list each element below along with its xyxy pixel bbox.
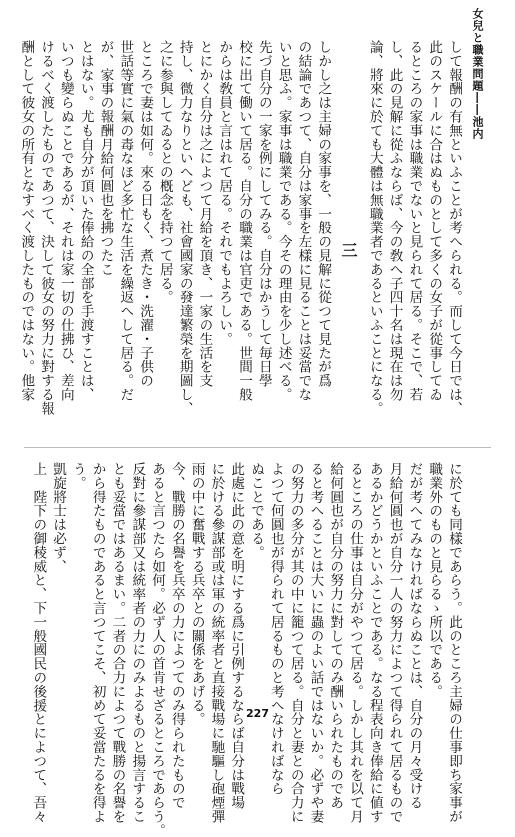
- text-column: 先づ自分の一家を例にしてみる。自分はかうして毎日學: [255, 40, 272, 388]
- text-column: 世話等實に氣の毒なほど多忙な生活を繰返へして居る。だ: [117, 40, 134, 402]
- text-column: 職業外のものと見らるゝ所以である。: [426, 462, 443, 699]
- text-column: ところで妻は如何。來る日もく、煮たき・洗濯・子供の: [137, 40, 154, 388]
- text-column: あるかどうかといふことである。なる程表向き俸給に値す: [366, 462, 383, 824]
- text-column: あると言つたら如何。必ず人の首肯せざるところであらう。: [149, 462, 166, 837]
- text-column: とにかく自分は之によつて月給を頂き、一家の生活を支: [196, 40, 213, 388]
- text-column: からは敎員と言はれて居る。それでもよろしい。: [216, 40, 233, 346]
- text-column: に於ける參謀部或は軍の統率者と直接戰場に馳驅し砲煙彈: [208, 462, 225, 824]
- text-column: の努力の多分が其の中に籠つて居る。自分と妻との合力に: [287, 462, 304, 824]
- top-text-block: [18, 40, 463, 430]
- text-column: し、此の見解に從ふならば、今の敎へ子四十名は現在は勿: [386, 40, 403, 402]
- text-column: に於ても同樣であらう。此のところ主婦の仕事即ち家事が: [446, 462, 462, 824]
- text-column: るところの家事は職業でないと見られて居る。そこで、若: [406, 40, 423, 402]
- text-column: して報酬の有無といふことが考へられる。而して今日では、: [446, 40, 462, 416]
- text-column: から得たものであると言つてこそ、初めて妥當たるを得よ: [89, 462, 106, 824]
- text-column: ぬことである。: [248, 462, 265, 560]
- text-column: 雨の中に奮戰する兵卒との關係をあげる。: [188, 462, 205, 727]
- text-column: 校に出て働いて居る。自分の職業は官吏である。世間一般: [236, 40, 253, 402]
- text-column: 之に参與してゐるとの槪念を持つて居る。: [156, 40, 173, 305]
- text-column: よつて何圓也が得られて居るものと考へなければなら: [267, 462, 284, 796]
- text-column: 論、將來に於ても大體は無職業者であるといふことになる。: [366, 40, 383, 416]
- text-column: 上 陛下の御稜威と、下一般國民の後援とによつて、吾々: [30, 462, 47, 824]
- text-column: いつも變らぬことであるが、それは家一切の仕拂ひ、差向: [57, 40, 74, 402]
- text-column: とも妥當ではあるまい。二者の合力によつて戰勝の名譽を: [109, 462, 126, 824]
- text-column: しかし之は主婦の家事を、一般の見解に從つて見たが爲: [315, 40, 332, 388]
- text-column: とはない。尤も自分が頂いた俸給の全部を手渡すことは、: [77, 40, 94, 402]
- text-column: の結論であつて、自分は家事を左樣に見ることは妥當でな: [295, 40, 312, 402]
- text-column: るところの仕事は自分がやつて居る。しかし其れを以て月: [347, 462, 364, 824]
- page-number: 227: [246, 707, 269, 720]
- running-title: 女兒と職業問題――池内: [471, 8, 484, 140]
- text-column: だが考へてみなければならぬことは、自分の月々受ける: [406, 462, 423, 810]
- section-number: 三: [339, 241, 359, 259]
- text-column: う。: [69, 462, 86, 490]
- text-column: けるべく渡したものであつて、決して彼女の努力に對する報: [38, 40, 55, 416]
- text-column: 此のスケールに合はぬものとして多くの女子が從事してゐ: [426, 40, 443, 402]
- text-column: いと思ふ。家事は職業である。今その理由を少し述べる。: [275, 40, 292, 402]
- text-column: ると考へることは大いに蟲のよい話ではないか。必ずや妻: [307, 462, 324, 824]
- text-column: 持し、微力なりといへども、社會國家の發達繁榮を期圖し、: [176, 40, 193, 416]
- text-column: が、家事の報酬月給何圓也を拂つたこ: [97, 40, 114, 277]
- text-column: 月給何圓也が自分一人の努力によつて得られて居るもので: [386, 462, 403, 824]
- text-column: 給何圓也が自分の努力に對してのみ酬いられたものであ: [327, 462, 344, 810]
- text-column: 今、戰勝の名譽を兵卒の力によつてのみ得られたもので: [168, 462, 185, 810]
- section-divider: [24, 447, 491, 448]
- text-column: 反對に參謀部又は統率者の力にのみよるものと揚言するこ: [129, 462, 146, 824]
- text-column: 凱旋將士は必ず、: [50, 462, 67, 574]
- text-column: 此處に此の意を明にする爲に引例するならば自分は戰場: [228, 462, 245, 810]
- text-column: 酬として彼女の所有となすべく渡したものではない。他家: [18, 40, 35, 402]
